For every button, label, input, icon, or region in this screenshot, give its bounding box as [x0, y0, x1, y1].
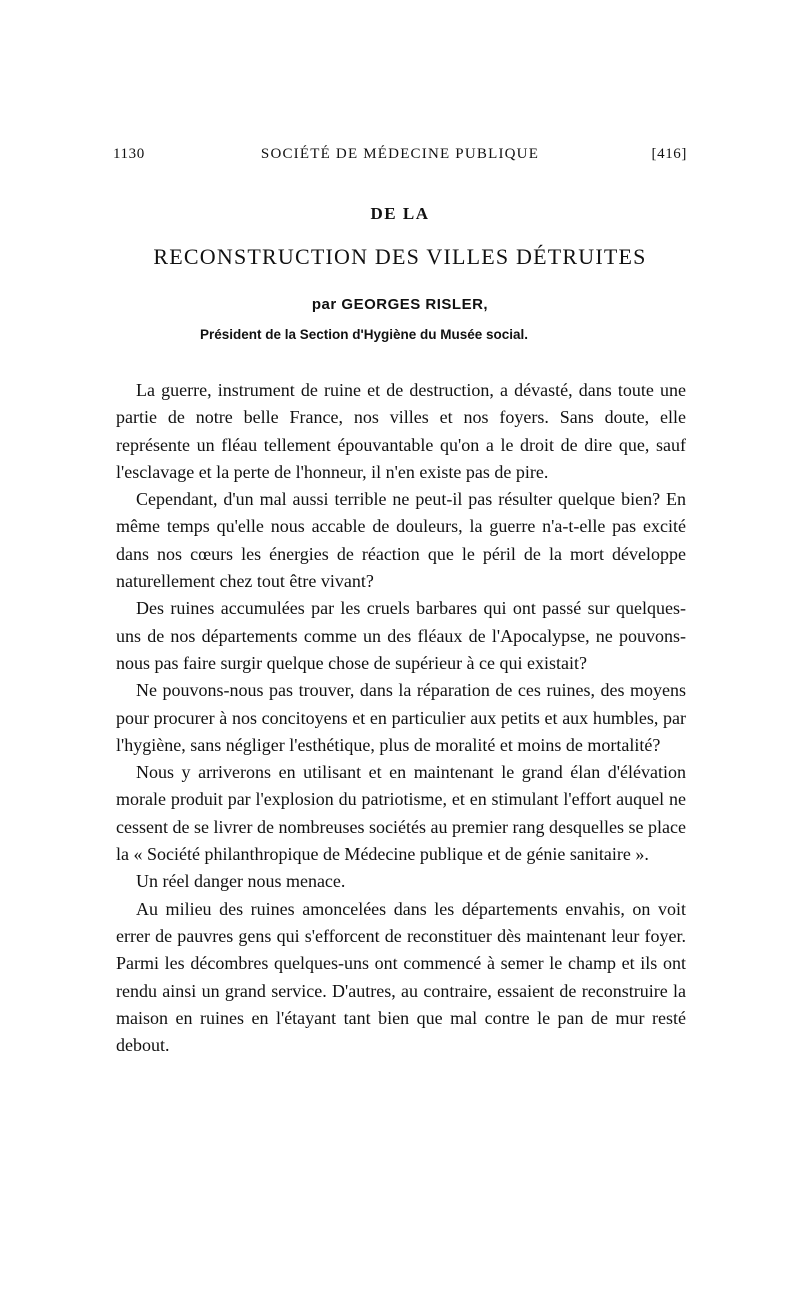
paragraph: Des ruines accumulées par les cruels barbares qui ont passé sur quelques-uns de nos départements comme un des fléaux de l'Apocalypse, ne pouvons-nous pas faire surgir quelque chose de supérieur à ce qui existait?: [116, 598, 686, 673]
running-header: [113, 146, 687, 170]
paragraph: Ne pouvons-nous pas trouver, dans la réparation de ces ruines, des moyens pour procurer à nos concitoyens et en particulier aux petits et aux humbles, par l'hygiène, sans négliger l'esthétique, plus de moralité et moins de mortalité?: [116, 680, 686, 755]
running-title: SOCIÉTÉ DE MÉDECINE PUBLIQUE: [260, 146, 540, 162]
paragraph: La guerre, instrument de ruine et de destruction, a dévasté, dans toute une partie de notre belle France, nos villes et nos foyers. Sans doute, elle représente un fléau tellement épouvantable qu'on a le droit de dire que, sauf l'esclavage et la perte de l'honneur, il n'en existe pas de pire.: [116, 380, 686, 482]
paragraph: Nous y arriverons en utilisant et en maintenant le grand élan d'élévation morale produit par l'explosion du patriotisme, et en stimulant l'effort auquel ne cessent de se livrer de nombreuses sociétés au premier rang desquelles se place la « Société philanthropique de Médecine publique et de génie sanitaire ».: [116, 762, 686, 865]
page-number: 1130: [113, 146, 145, 162]
paragraph: Au milieu des ruines amoncelées dans les départements envahis, on voit errer de pauvres gens qui s'efforcent de reconstituer dès maintenant leur foyer. Parmi les décombres quelques-uns ont commencé à semer le champ et ils ont rendu ainsi un grand service. D'autres, au contraire, essaient de reconstruire la maison en ruines en l'étayant tant bien que mal contre le pan de mur resté debout.: [116, 898, 686, 1056]
author-byline: par GEORGES RISLER,: [311, 296, 489, 313]
author-affiliation: Président de la Section d'Hygiène du Musée social.: [200, 327, 529, 342]
paragraph: Cependant, d'un mal aussi terrible ne peut-il pas résulter quelque bien? En même temps qu'elle nous accable de douleurs, la guerre n'a-t-elle pas excité dans nos cœurs les énergies de réaction que le péril de la mort développe naturellement chez tout être vivant?: [116, 489, 686, 592]
article-body: [116, 377, 686, 1059]
article-title: RECONSTRUCTION DES VILLES DÉTRUITES: [153, 244, 647, 269]
page-reference: [416]: [651, 146, 687, 162]
article-title-prefix: DE LA: [370, 204, 430, 223]
paragraph: Un réel danger nous menace.: [136, 871, 346, 892]
